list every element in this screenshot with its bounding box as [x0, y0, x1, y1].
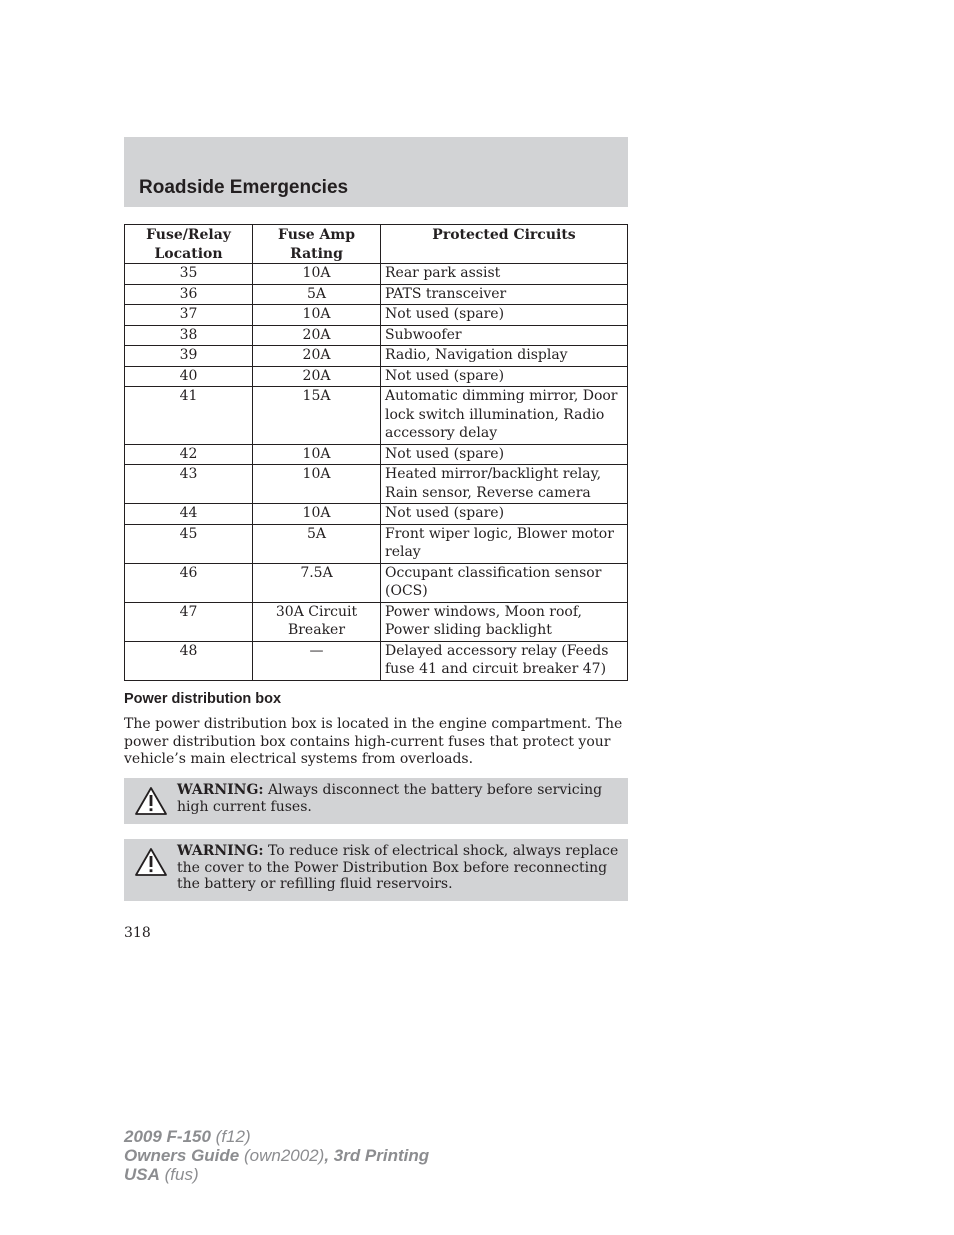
- footer-printing: , 3rd Printing: [324, 1146, 430, 1165]
- warning-text: To reduce risk of electrical shock, always replace the cover to the Power Distribution Box before reconnecting the battery or refilling fluid reservoirs.: [177, 843, 619, 892]
- cell-protected-circuits: Subwoofer: [381, 325, 628, 346]
- cell-location: 43: [125, 465, 253, 504]
- warning-label: WARNING:: [177, 782, 264, 798]
- footer-model-code: (f12): [210, 1127, 251, 1146]
- table-row: [125, 264, 628, 285]
- page-number: 318: [124, 925, 151, 941]
- table-header-row: [125, 225, 628, 264]
- table-row: [125, 602, 628, 641]
- warning-box: [124, 778, 628, 824]
- warning-triangle-icon: [134, 786, 168, 816]
- table-row: [125, 465, 628, 504]
- cell-amp-rating: 10A: [253, 305, 381, 326]
- cell-protected-circuits: Automatic dimming mirror, Door lock switch illumination, Radio accessory delay: [381, 387, 628, 445]
- table-row: [125, 524, 628, 563]
- cell-protected-circuits: Rear park assist: [381, 264, 628, 285]
- cell-protected-circuits: Power windows, Moon roof, Power sliding backlight: [381, 602, 628, 641]
- table-row: [125, 444, 628, 465]
- column-header-protected-circuits: Protected Circuits: [381, 225, 628, 264]
- cell-protected-circuits: Front wiper logic, Blower motor relay: [381, 524, 628, 563]
- cell-amp-rating: 30A Circuit Breaker: [253, 602, 381, 641]
- cell-protected-circuits: Occupant classification sensor (OCS): [381, 563, 628, 602]
- warning-triangle-icon: [134, 847, 168, 877]
- cell-location: 44: [125, 504, 253, 525]
- cell-location: 35: [125, 264, 253, 285]
- cell-protected-circuits: Not used (spare): [381, 305, 628, 326]
- cell-amp-rating: 10A: [253, 504, 381, 525]
- cell-protected-circuits: Not used (spare): [381, 504, 628, 525]
- table-row: [125, 325, 628, 346]
- table-row: [125, 504, 628, 525]
- cell-protected-circuits: Radio, Navigation display: [381, 346, 628, 367]
- footer-market-code: (fus): [159, 1165, 199, 1184]
- footer-line: [124, 1165, 429, 1184]
- table-row: [125, 346, 628, 367]
- warning-box: [124, 839, 628, 901]
- cell-location: 41: [125, 387, 253, 445]
- cell-location: 48: [125, 641, 253, 680]
- table-row: [125, 387, 628, 445]
- cell-location: 42: [125, 444, 253, 465]
- cell-protected-circuits: Not used (spare): [381, 366, 628, 387]
- cell-amp-rating: 20A: [253, 325, 381, 346]
- cell-amp-rating: 20A: [253, 366, 381, 387]
- cell-amp-rating: 5A: [253, 524, 381, 563]
- cell-amp-rating: —: [253, 641, 381, 680]
- table-row: [125, 366, 628, 387]
- cell-protected-circuits: PATS transceiver: [381, 284, 628, 305]
- table-row: [125, 305, 628, 326]
- cell-amp-rating: 10A: [253, 444, 381, 465]
- cell-amp-rating: 7.5A: [253, 563, 381, 602]
- footer-line: [124, 1127, 429, 1146]
- warning-label: WARNING:: [177, 843, 264, 859]
- cell-protected-circuits: Heated mirror/backlight relay, Rain sensor, Reverse camera: [381, 465, 628, 504]
- table-row: [125, 284, 628, 305]
- footer-market: USA: [124, 1165, 160, 1184]
- section-heading: Power distribution box: [124, 691, 282, 707]
- footer-model: 2009 F-150: [124, 1127, 211, 1146]
- cell-location: 37: [125, 305, 253, 326]
- column-header-amp-rating: Fuse Amp Rating: [253, 225, 381, 264]
- cell-amp-rating: 20A: [253, 346, 381, 367]
- cell-protected-circuits: Not used (spare): [381, 444, 628, 465]
- cell-location: 40: [125, 366, 253, 387]
- header-band: [124, 137, 628, 207]
- cell-amp-rating: 15A: [253, 387, 381, 445]
- warning-text: Always disconnect the battery before servicing high current fuses.: [177, 782, 603, 815]
- cell-amp-rating: 10A: [253, 465, 381, 504]
- footer-guide: Owners Guide: [124, 1146, 240, 1165]
- table-row: [125, 641, 628, 680]
- column-header-location: Fuse/Relay Location: [125, 225, 253, 264]
- cell-location: 36: [125, 284, 253, 305]
- footer: [124, 1127, 429, 1184]
- table-row: [125, 563, 628, 602]
- cell-amp-rating: 10A: [253, 264, 381, 285]
- cell-location: 45: [125, 524, 253, 563]
- cell-location: 39: [125, 346, 253, 367]
- cell-location: 38: [125, 325, 253, 346]
- page-title: Roadside Emergencies: [139, 177, 349, 198]
- fuse-table-body: [125, 264, 628, 681]
- cell-location: 47: [125, 602, 253, 641]
- fuse-table: [124, 224, 628, 681]
- cell-protected-circuits: Delayed accessory relay (Feeds fuse 41 and circuit breaker 47): [381, 641, 628, 680]
- cell-amp-rating: 5A: [253, 284, 381, 305]
- footer-guide-code: (own2002): [239, 1146, 325, 1165]
- section-body: The power distribution box is located in the engine compartment. The power distribution box contains high-current fuses that protect your vehicle’s main electrical systems from overloads.: [124, 716, 623, 767]
- footer-line: [124, 1146, 429, 1165]
- cell-location: 46: [125, 563, 253, 602]
